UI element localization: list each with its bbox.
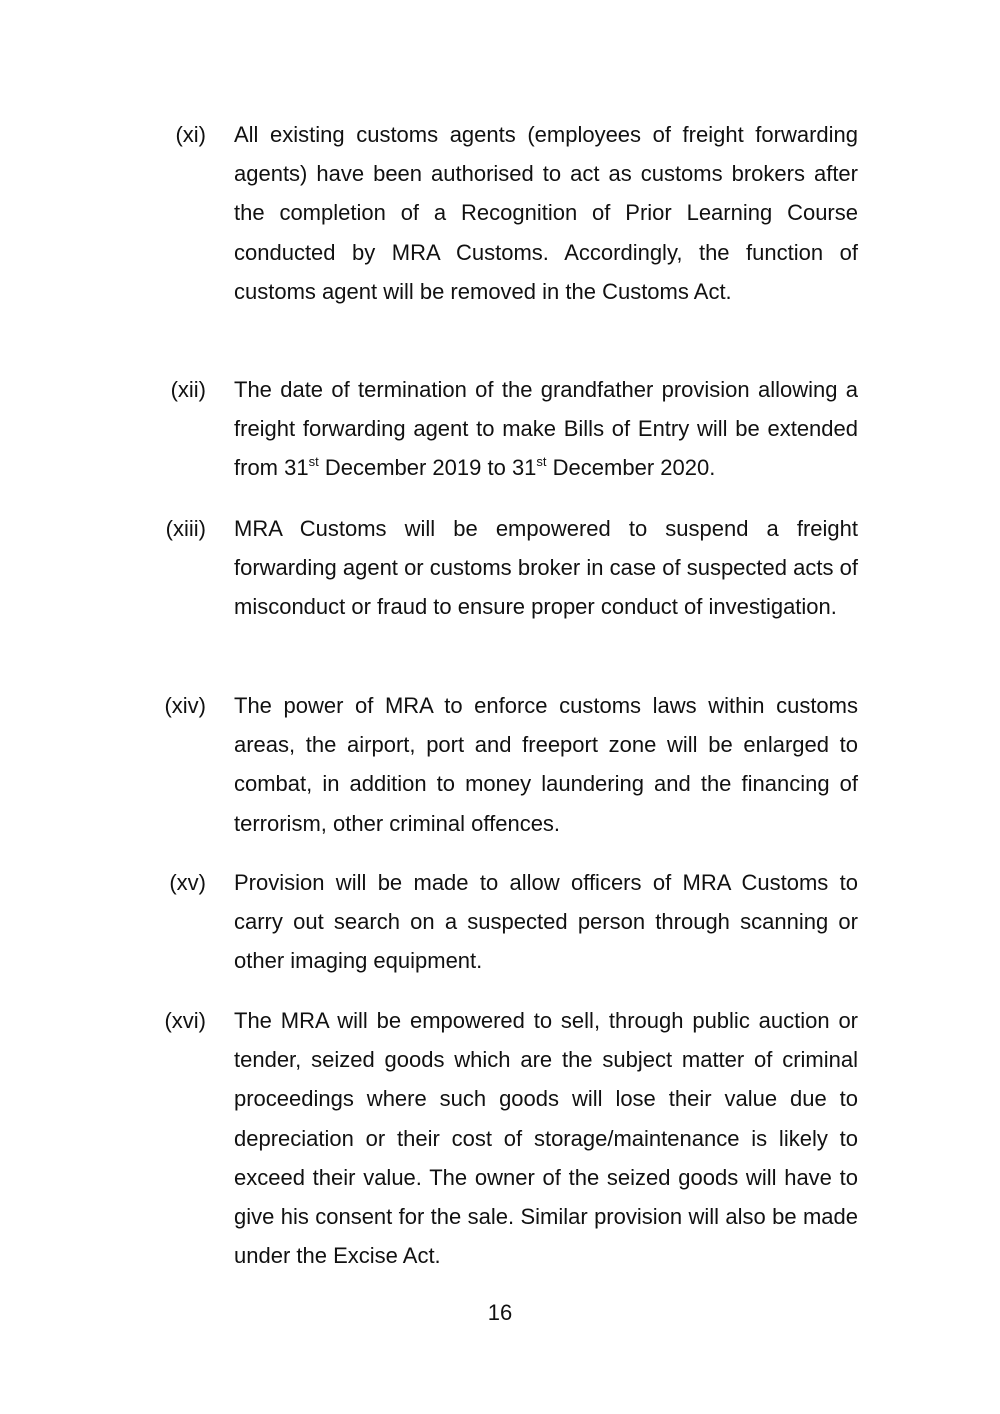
item-number: (xiv) <box>164 693 206 718</box>
item-text: The power of MRA to enforce customs laws within customs areas, the airport, port and freeport zone will be enlarged to combat, in addition to money laundering and the financing of terrorism, other criminal offences. <box>234 693 858 836</box>
item-text: The MRA will be empowered to sell, through public auction or tender, seized goods which are the subject matter of criminal proceedings where such goods will lose their value due to depreciation or their cost of storage/maintenance is likely to exceed their value. The owner of the seized goods will have to give his consent for the sale. Similar provision will also be made under the Excise Act. <box>234 1008 858 1269</box>
item-text-part: December 2020. <box>546 455 716 481</box>
item-text <box>234 370 858 488</box>
item-number: (xiii) <box>165 516 206 541</box>
ordinal-suffix: st <box>308 454 319 470</box>
page-number: 16 <box>487 1300 513 1325</box>
item-text-part: The date of termination of the grandfather provision allowing a freight forwarding agent to make Bills of Entry will be extended from 31 <box>234 377 858 481</box>
item-number: (xvi) <box>164 1008 206 1033</box>
ordinal-suffix: st <box>536 454 547 470</box>
item-number: (xi) <box>175 122 206 147</box>
item-text-part: December 2019 to 31 <box>318 455 537 481</box>
item-number: (xv) <box>169 870 206 895</box>
item-number: (xii) <box>170 377 206 402</box>
item-text: Provision will be made to allow officers of MRA Customs to carry out search on a suspected person through scanning or other imaging equipment. <box>234 870 858 974</box>
item-text: MRA Customs will be empowered to suspend a freight forwarding agent or customs broker in case of suspected acts of misconduct or fraud to ensure proper conduct of investigation. <box>234 516 858 620</box>
item-text: All existing customs agents (employees of freight forwarding agents) have been authorised to act as customs brokers after the completion of a Recognition of Prior Learning Course conducted by MRA Customs. Accordingly, the function of customs agent will be removed in the Customs Act. <box>234 122 858 304</box>
